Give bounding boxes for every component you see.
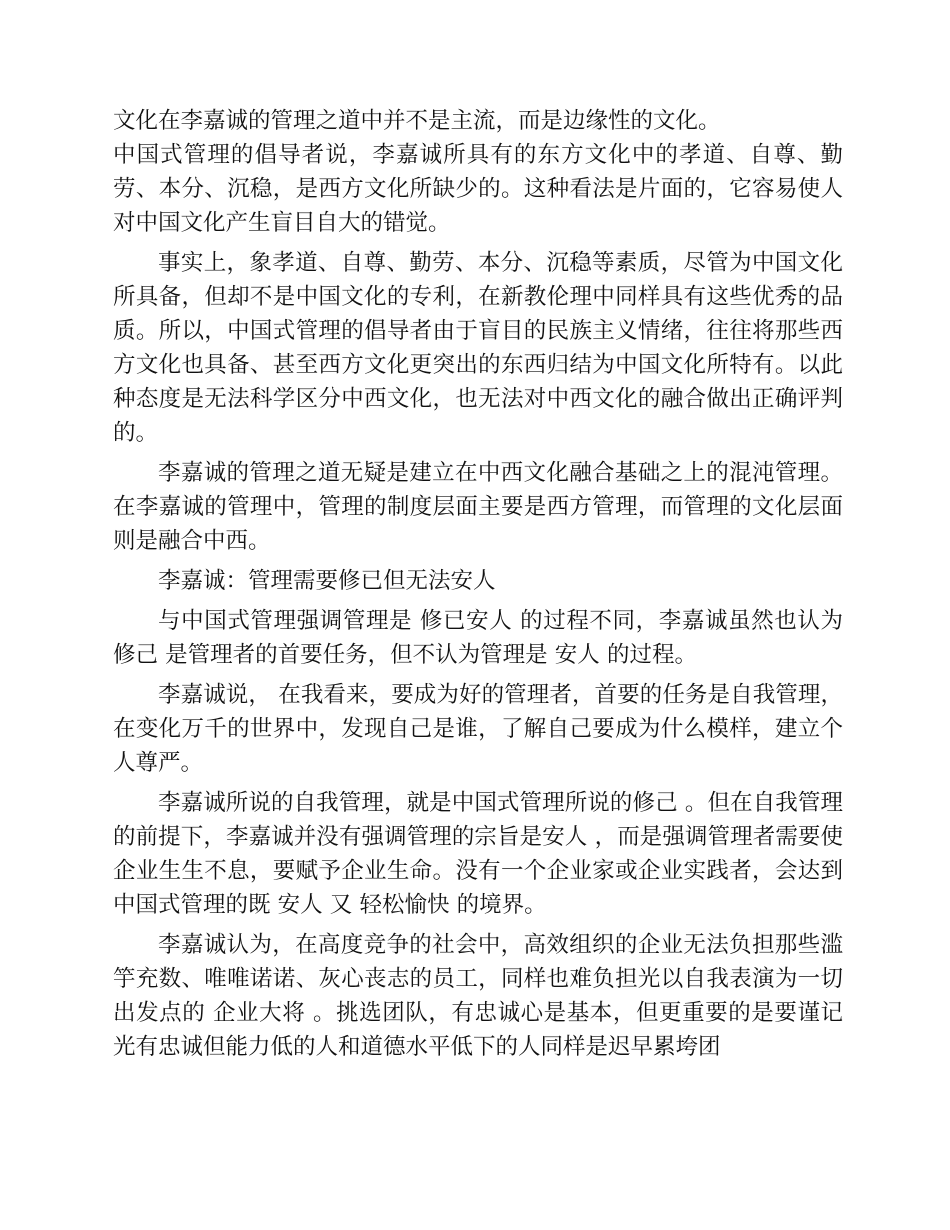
paragraph-6: 李嘉诚说， 在我看来，要成为好的管理者，首要的任务是自我管理，在变化万千的世界中，发现自己是谁，了解自己要成为什么模样，建立个人尊严。: [113, 682, 843, 776]
paragraph-2: 中国式管理的倡导者说，李嘉诚所具有的东方文化中的孝道、自尊、勤劳、本分、沉稳，是西方文化所缺少的。这种看法是片面的，它容易使人对中国文化产生盲目自大的错觉。: [113, 142, 843, 236]
paragraph-1: 文化在李嘉诚的管理之道中并不是主流，而是边缘性的文化。: [113, 108, 721, 134]
paragraph-3: 事实上，象孝道、自尊、勤劳、本分、沉稳等素质，尽管为中国文化所具备，但却不是中国文化的专利，在新教伦理中同样具有这些优秀的品质。所以，中国式管理的倡导者由于盲目的民族主义情绪，往往将那些西方文化也具备、甚至西方文化更突出的东西归结为中国文化所特有。以此种态度是无法科学区分中西文化，也无法对中西文化的融合做出正确评判的。: [113, 250, 843, 446]
document-page: [113, 104, 843, 1064]
paragraph-4: 李嘉诚的管理之道无疑是建立在中西文化融合基础之上的混沌管理。在李嘉诚的管理中，管理的制度层面主要是西方管理，而管理的文化层面则是融合中西。: [113, 460, 843, 554]
paragraph-7: 李嘉诚所说的自我管理，就是中国式管理所说的修己 。但在自我管理的前提下，李嘉诚并没有强调管理的宗旨是安人 ，而是强调管理者需要使企业生生不息，要赋予企业生命。没有一个企业家或企业实践者，会达到中国式管理的既 安人 又 轻松愉快 的境界。: [113, 790, 843, 918]
paragraph-8: 李嘉诚认为，在高度竞争的社会中，高效组织的企业无法负担那些滥竽充数、唯唯诺诺、灰心丧志的员工，同样也难负担光以自我表演为一切出发点的 企业大将 。挑选团队，有忠诚心是基本，但更重要的是要谨记光有忠诚但能力低的人和道德水平低下的人同样是迟早累垮团: [113, 932, 843, 1060]
paragraph-5: 与中国式管理强调管理是 修已安人 的过程不同，李嘉诚虽然也认为 修己 是管理者的首要任务，但不认为管理是 安人 的过程。: [113, 608, 843, 668]
section-heading: 李嘉诚：管理需要修已但无法安人: [158, 568, 496, 594]
